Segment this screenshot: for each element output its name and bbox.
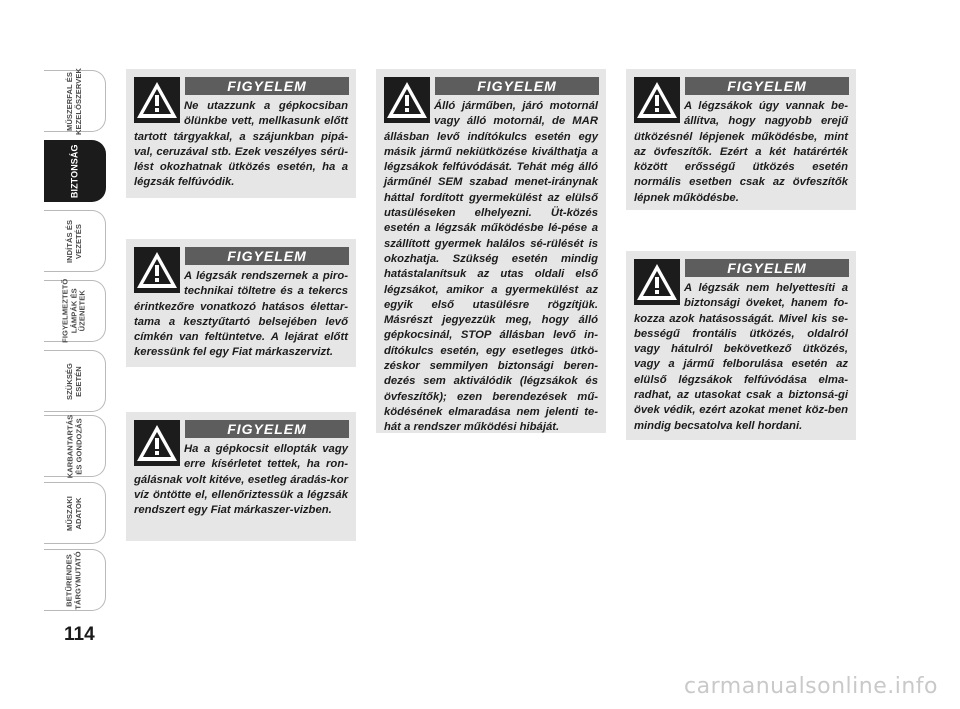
tab-biztonsag[interactable] — [44, 140, 106, 202]
tab-label: BIZTONSÁG — [69, 144, 80, 198]
watermark: carmanualsonline.info — [684, 674, 938, 699]
tab-label: KARBANTARTÁS ÉS GONDOZÁS — [65, 414, 83, 478]
warning-text: A légzsák nem helyettesíti a biztonsági öveket, hanem fo-kozza azok hatásosságát. Mivel kis se-bességű frontális ütközés, oldalról vagy hátulról bekövetkező ütközés, vagy a jármű felborulása esetén az elülső légzsákok felfúvódása elma-radhat, az utasokat csak a biztonsá-gi övek védik, ezért azokat menet köz-ben mindig becsatolva kell hordani. — [634, 282, 848, 432]
warning-text: A légzsák rendszernek a piro-technikai töltetre és a tekercs érintkezőre vonatkozó hatásos élettar-tama a kesztyűtartó belsejében levő címkén van feltüntetve. A lejárat előtt keressünk fel egy Fiat márkaszervizt. — [134, 270, 348, 359]
warning-triangle-icon — [134, 77, 180, 123]
warning-triangle-icon — [134, 420, 180, 466]
warning-header: FIGYELEM — [185, 247, 349, 265]
tab-label: FIGYELMEZTETŐ LÁMPÁK ÉS ÜZENETEK — [60, 278, 87, 344]
warning-header: FIGYELEM — [185, 420, 349, 438]
tab-muszerfal[interactable] — [44, 67, 106, 135]
tab-inditas[interactable] — [44, 210, 106, 272]
tab-label: SZÜKSÉG ESETÉN — [65, 362, 83, 400]
tab-szukseg[interactable] — [44, 350, 106, 412]
warning-header: FIGYELEM — [185, 77, 349, 95]
tab-beturendes[interactable] — [44, 549, 106, 611]
warning-text: A légzsákok úgy vannak be-állítva, hogy nagyobb erejű ütközésnél lépjenek működésbe, mint az övfeszítők. Ezért a két határérték között erősségű ütközés esetén normális esetben csak az övfeszítők lépnek működésbe. — [634, 100, 848, 204]
warning-text: Álló járműben, járó motornál vagy álló motornál, de MAR állásban levő indítókulcs esetén egy másik jármű nekiütközése kiválthatja a légzsákok felfúvódását. Tehát még álló járműnél SEM szabad menet-iránynak háttal fordított gyermekülést az elülső utasüléseken elhelyezni. Üt-közés esetén a légzsák működésbe lé-pése a szállított gyermek halálos sé-rülését is okozhatja. Szükség esetén mindig hatástalanítsuk az utas oldali első légzsákot, amikor a gyermekülést az egyik első utasülésre rögzítjük. Másrészt jegyezzük meg, hogy álló gépkocsinál, STOP állásban levő in-dítókulcs esetén, egy esetleges ütkö-zéskor semmilyen biztonsági beren-dezés sem aktiválódik (légzsákok és övfeszítők); ezen berendezések mű-ködésének elmaradása nem jelenti te-hát a rendszer működési hibáját. — [384, 100, 598, 434]
warning-text: Ha a gépkocsit ellopták vagy erre kísérletet tettek, ha ron-gálásnak volt kitéve, esetleg áradás-kor víz öntötte el, ellenőriztessük a légzsák rendszert egy Fiat márkaszer-vizben. — [134, 443, 348, 517]
warning-box — [626, 69, 856, 210]
warning-box — [126, 69, 356, 198]
tab-label: MŰSZERFAL ÉS KEZELŐSZERVEK — [65, 67, 83, 135]
warning-triangle-icon — [634, 259, 680, 305]
warning-header: FIGYELEM — [685, 77, 849, 95]
warning-box — [126, 412, 356, 541]
tab-label: MŰSZAKI ADATOK — [65, 495, 83, 531]
tab-label: INDÍTÁS ÉS VEZETÉS — [65, 219, 83, 263]
warning-text: Ne utazzunk a gépkocsiban ölünkbe vett, mellkasunk előtt tartott tárgyakkal, a szájunkban pipá-val, ceruzával stb. Ezek veszélyes sérü-lést okozhatnak ütközés esetén, ha a légzsák felfúvódik. — [134, 100, 348, 189]
warning-box — [626, 251, 856, 440]
warning-header: FIGYELEM — [685, 259, 849, 277]
tab-label: BETŰRENDES TÁRGYMUTATÓ — [64, 550, 83, 610]
tab-figyelmezteto[interactable] — [44, 280, 106, 342]
warning-box — [376, 69, 606, 433]
page-number: 114 — [64, 624, 95, 645]
warning-triangle-icon — [634, 77, 680, 123]
warning-box — [126, 239, 356, 367]
warning-triangle-icon — [134, 247, 180, 293]
tab-karbantartas[interactable] — [44, 415, 106, 477]
warning-header: FIGYELEM — [435, 77, 599, 95]
tab-muszaki[interactable] — [44, 482, 106, 544]
warning-triangle-icon — [384, 77, 430, 123]
